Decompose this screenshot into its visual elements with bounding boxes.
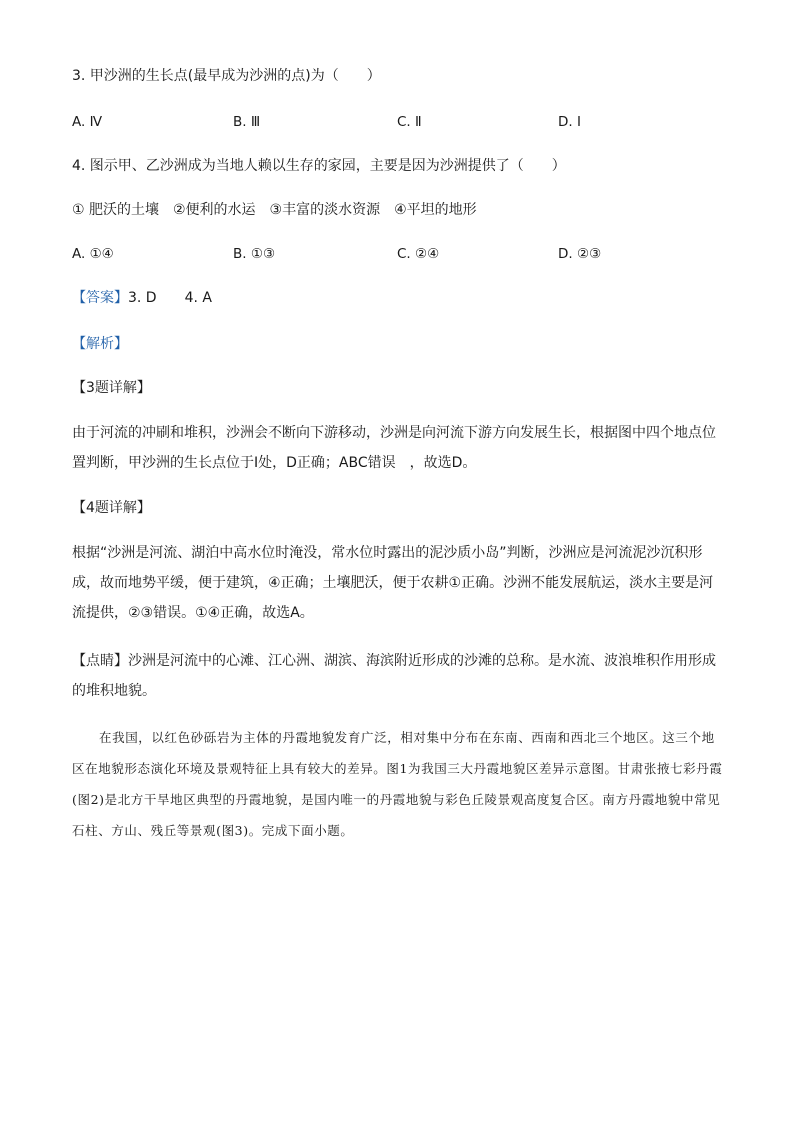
tip-text: 沙洲是河流中的心滩、江心洲、湖滨、海滨附近形成的沙滩的总称。是水流、波浪堆积作用形成的堆积地貌。 (72, 653, 716, 699)
passage-paragraph: 在我国，以红色砂砾岩为主体的丹霞地貌发育广泛，相对集中分布在东南、西南和西北三个地区。这三个地区在地貌形态演化环境及景观特征上具有较大的差异。图1为我国三大丹霞地貌区差异示意图。甘肃张掖七彩丹霞(图2)是北方干旱地区典型的丹霞地貌，是国内唯一的丹霞地貌与彩色丘陵景观高度复合区。南方丹霞地貌中常见石柱、方山、残丘等景观(图3)。完成下面小题。 (72, 730, 723, 838)
answer-tag: 【答案】 (72, 290, 128, 306)
q4-option-a: A. ①④ (72, 246, 114, 262)
q4-option-b: B. ①③ (233, 246, 276, 262)
q3-option-b: B. Ⅲ (233, 114, 261, 130)
question-3-stem: 3. 甲沙洲的生长点(最早成为沙洲的点)为（ ） (72, 68, 381, 84)
q3-option-c: C. Ⅱ (397, 114, 422, 130)
q3-option-d: D. Ⅰ (558, 114, 581, 130)
answer-line (72, 288, 212, 308)
q4-detail-text: 根据“沙洲是河流、湖泊中高水位时淹没，常水位时露出的泥沙质小岛”判断，沙洲应是河流泥沙沉积形成，故而地势平缓，便于建筑，④正确；土壤肥沃，便于农耕①正确。沙洲不能发展航运，淡水主要是河流提供，②③错误。①④正确，故选A。 (72, 545, 714, 621)
q4-detail-tag: 【4题详解】 (72, 500, 151, 516)
q3-detail-tag: 【3题详解】 (72, 380, 151, 396)
answer-text: 3. D 4. A (128, 290, 212, 306)
q3-option-a: A. Ⅳ (72, 114, 103, 130)
question-4-stem: 4. 图示甲、乙沙洲成为当地人赖以生存的家园，主要是因为沙洲提供了（ ） (72, 158, 566, 174)
tip-tag: 【点睛】 (72, 653, 128, 669)
q3-detail-text: 由于河流的冲刷和堆积，沙洲会不断向下游移动，沙洲是向河流下游方向发展生长，根据图中四个地点位置判断，甲沙洲的生长点位于Ⅰ处，D正确；ABC错误 ，故选D。 (72, 425, 716, 471)
analysis-tag: 【解析】 (72, 336, 128, 352)
question-4-choices: ① 肥沃的土壤 ②便利的水运 ③丰富的淡水资源 ④平坦的地形 (72, 202, 477, 218)
q4-option-c: C. ②④ (397, 246, 440, 262)
q4-option-d: D. ②③ (558, 246, 602, 262)
tip-paragraph (72, 646, 722, 706)
